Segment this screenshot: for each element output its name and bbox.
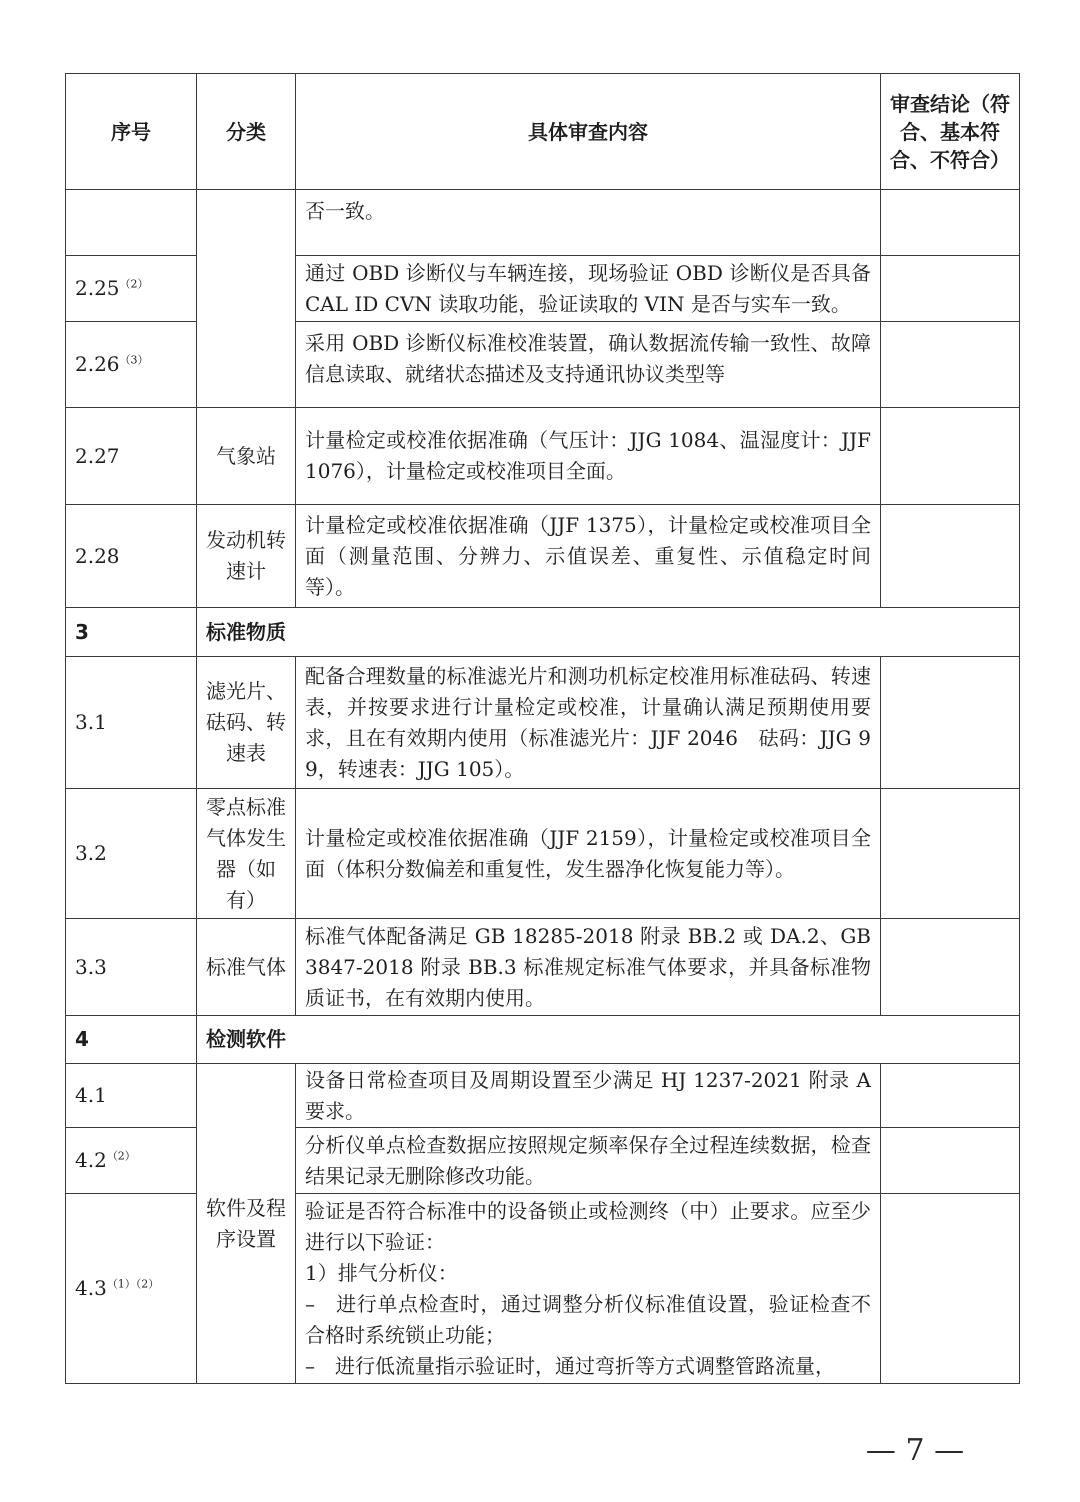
row-category: 气象站: [197, 408, 296, 505]
row-conclusion: [881, 789, 1020, 919]
row-category: [197, 190, 296, 408]
section-number: 3: [66, 608, 197, 657]
row-seq: $4.3^{(1)(2)}$: [66, 1194, 197, 1384]
header-seq: 序号: [66, 74, 197, 190]
section-title: 检测软件: [197, 1016, 1020, 1064]
content-line: – 进行单点检查时，通过调整分析仪标准值设置，验证检查不合格时系统锁止功能；: [305, 1292, 871, 1347]
table-row: [66, 657, 1020, 789]
table-row: [66, 408, 1020, 505]
row-conclusion: [881, 657, 1020, 789]
content-line: 1）排气分析仪：: [305, 1261, 458, 1285]
row-content: 标准气体配备满足 GB 18285-2018 附录 BB.2 或 DA.2、GB 3847-2018 附录 BB.3 标准规定标准气体要求，并具备标准物质证书，在有效期内使用。: [296, 919, 881, 1016]
row-category: 软件及程序设置: [197, 1064, 296, 1384]
row-seq: 3.2: [66, 789, 197, 919]
row-content: 采用 OBD 诊断仪标准校准装置，确认数据流传输一致性、故障信息读取、就绪状态描述及支持通讯协议类型等: [296, 322, 881, 408]
row-conclusion: [881, 505, 1020, 608]
section-row: [66, 608, 1020, 657]
section-row: [66, 1016, 1020, 1064]
row-seq: $4.2^{(2)}$: [66, 1128, 197, 1194]
row-content: 计量检定或校准依据准确（气压计：JJG 1084、温湿度计：JJF 1076），计量检定或校准项目全面。: [296, 408, 881, 505]
row-category: 发动机转速计: [197, 505, 296, 608]
row-seq: [66, 190, 197, 256]
row-conclusion: [881, 1128, 1020, 1194]
row-content: 通过 OBD 诊断仪与车辆连接，现场验证 OBD 诊断仪是否具备 CAL ID CVN 读取功能，验证读取的 VIN 是否与实车一致。: [296, 256, 881, 322]
footnote-mark: （1）（2）: [106, 1277, 160, 1291]
row-category: 标准气体: [197, 919, 296, 1016]
table-header-row: [66, 74, 1020, 190]
row-seq: 4.1: [66, 1064, 197, 1128]
row-seq: 3.1: [66, 657, 197, 789]
row-conclusion: [881, 408, 1020, 505]
review-table: [65, 73, 1020, 1384]
row-content: 配备合理数量的标准滤光片和测功机标定校准用标准砝码、转速表，并按要求进行计量检定或校准，计量确认满足预期使用要求，且在有效期内使用（标准滤光片：JJF 2046 砝码：JJG 99，转速表：JJG 105）。: [296, 657, 881, 789]
content-line: 验证是否符合标准中的设备锁止或检测终（中）止要求。应至少进行以下验证：: [305, 1199, 871, 1254]
row-content: 设备日常检查项目及周期设置至少满足 HJ 1237-2021 附录 A 要求。: [296, 1064, 881, 1128]
row-content: 否一致。: [296, 190, 881, 256]
table-row: [66, 919, 1020, 1016]
row-content: 分析仪单点检查数据应按照规定频率保存全过程连续数据，检查结果记录无删除修改功能。: [296, 1128, 881, 1194]
table-row: [66, 789, 1020, 919]
row-category: 零点标准气体发生器（如有）: [197, 789, 296, 919]
table-row: [66, 1064, 1020, 1128]
row-seq: 3.3: [66, 919, 197, 1016]
header-content: 具体审查内容: [296, 74, 881, 190]
row-conclusion: [881, 256, 1020, 322]
row-content: 计量检定或校准依据准确（JJF 2159），计量检定或校准项目全面（体积分数偏差和重复性，发生器净化恢复能力等）。: [296, 789, 881, 919]
table-row: [66, 190, 1020, 256]
row-conclusion: [881, 919, 1020, 1016]
row-seq: $2.26^{(3)}$: [66, 322, 197, 408]
row-category: 滤光片、砝码、转速表: [197, 657, 296, 789]
row-conclusion: [881, 322, 1020, 408]
row-content: 计量检定或校准依据准确（JJF 1375），计量检定或校准项目全面（测量范围、分辨力、示值误差、重复性、示值稳定时间等）。: [296, 505, 881, 608]
row-seq: $2.25^{(2)}$: [66, 256, 197, 322]
footnote-mark: （2）: [119, 277, 149, 291]
section-title: 标准物质: [197, 608, 1020, 657]
section-number: 4: [66, 1016, 197, 1064]
row-seq: 2.28: [66, 505, 197, 608]
content-line: – 进行低流量指示验证时，通过弯折等方式调整管路流量，: [305, 1354, 835, 1378]
table-row: [66, 505, 1020, 608]
row-content: [296, 1194, 881, 1384]
footnote-mark: （2）: [106, 1149, 136, 1163]
page-number: — 7 —: [865, 1433, 965, 1468]
header-conclusion: 审查结论（符合、基本符合、不符合）: [881, 74, 1020, 190]
header-category: 分类: [197, 74, 296, 190]
row-conclusion: [881, 1194, 1020, 1384]
row-seq: 2.27: [66, 408, 197, 505]
footnote-mark: （3）: [119, 353, 149, 367]
row-conclusion: [881, 190, 1020, 256]
row-conclusion: [881, 1064, 1020, 1128]
